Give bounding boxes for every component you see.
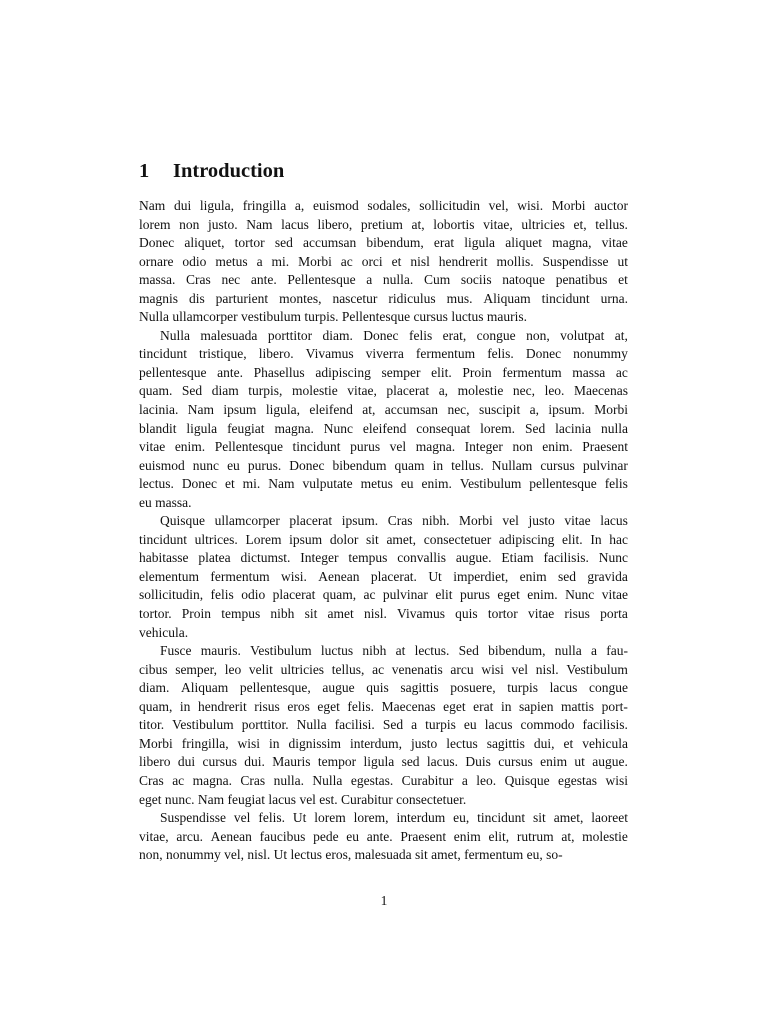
text-line: Quisque ullamcorper placerat ipsum. Cras nibh. Morbi vel justo vitae lacus <box>160 513 628 529</box>
section-heading <box>139 157 284 185</box>
text-line: diam. Aliquam pellentesque, augue quis sagittis posuere, turpis lacus congue <box>139 680 628 696</box>
text-line: euismod nunc eu purus. Donec bibendum quam in tellus. Nullam cursus pulvinar <box>139 457 628 473</box>
text-line: Cras ac magna. Cras nulla. Nulla egestas. Curabitur a leo. Quisque egestas wisi <box>139 772 628 788</box>
text-line: ornare odio metus a mi. Morbi ac orci et nisl hendrerit mollis. Suspendisse ut <box>139 253 628 269</box>
text-line: Nam dui ligula, fringilla a, euismod sodales, sollicitudin vel, wisi. Morbi auctor <box>139 198 628 213</box>
text-line: libero dui cursus dui. Mauris tempor ligula sed lacus. Duis cursus enim ut augue. <box>139 754 628 770</box>
text-line: eu massa. <box>139 494 192 510</box>
text-line: pellentesque ante. Phasellus adipiscing semper elit. Proin fermentum massa ac <box>139 364 628 380</box>
paragraph <box>139 197 628 327</box>
text-line: lacinia. Nam ipsum ligula, eleifend at, accumsan nec, suscipit a, ipsum. Morbi <box>139 402 628 418</box>
text-line: quam. Sed diam turpis, molestie vitae, placerat a, molestie nec, leo. Maecenas <box>139 383 628 399</box>
text-line: habitasse platea dictumst. Integer tempus convallis augue. Etiam facilisis. Nunc <box>139 550 628 566</box>
text-line: lectus. Donec et mi. Nam vulputate metus eu enim. Vestibulum pellentesque felis <box>139 476 628 492</box>
text-line: Donec aliquet, tortor sed accumsan bibendum, erat ligula aliquet magna, vitae <box>139 235 628 251</box>
paragraph <box>139 512 628 642</box>
text-line: Nulla malesuada porttitor diam. Donec felis erat, congue non, volutpat at, <box>160 327 628 343</box>
text-line: Fusce mauris. Vestibulum luctus nibh at lectus. Sed bibendum, nulla a fau- <box>160 643 628 659</box>
text-line: quam, in hendrerit risus eros eget felis. Maecenas eget erat in sapien mattis port- <box>139 698 628 714</box>
text-line: titor. Vestibulum porttitor. Nulla facilisi. Sed a turpis eu lacus commodo facilisis. <box>139 717 628 733</box>
body-text <box>139 197 628 865</box>
text-line: non, nonummy vel, nisl. Ut lectus eros, malesuada sit amet, fermentum eu, so- <box>139 847 563 863</box>
text-line: magnis dis parturient montes, nascetur ridiculus mus. Aliquam tincidunt urna. <box>139 290 628 306</box>
text-line: tortor. Proin tempus nibh sit amet nisl. Vivamus quis tortor vitae risus porta <box>139 606 628 622</box>
text-line: elementum fermentum wisi. Aenean placerat. Ut imperdiet, enim sed gravida <box>139 568 628 584</box>
text-line: lorem non justo. Nam lacus libero, pretium at, lobortis vitae, ultricies et, tellus. <box>139 216 628 232</box>
text-line: vitae enim. Pellentesque tincidunt purus vel magna. Integer non enim. Praesent <box>139 439 628 455</box>
text-line: Nulla ullamcorper vestibulum turpis. Pellentesque cursus luctus mauris. <box>139 309 528 325</box>
text-line: vitae, arcu. Aenean faucibus pede eu ante. Praesent enim elit, rutrum at, molestie <box>139 828 628 844</box>
text-line: vehicula. <box>139 624 189 640</box>
page-number: 1 <box>380 893 388 908</box>
section-number: 1 <box>139 160 150 182</box>
text-line: tincidunt ultrices. Lorem ipsum dolor sit amet, consectetuer adipiscing elit. In hac <box>139 531 628 547</box>
text-line: Morbi fringilla, wisi in dignissim interdum, justo lectus sagittis dui, et vehicula <box>139 735 628 751</box>
paragraph <box>139 327 628 512</box>
text-line: tincidunt tristique, libero. Vivamus viverra fermentum felis. Donec nonummy <box>139 346 628 362</box>
text-line: sollicitudin, felis odio placerat quam, ac pulvinar elit purus eget enim. Nunc vitae <box>139 587 628 603</box>
text-line: cibus semper, leo velit ultricies tellus, ac venenatis arcu wisi vel nisl. Vestibulum <box>139 661 628 677</box>
text-line: Suspendisse vel felis. Ut lorem lorem, interdum eu, tincidunt sit amet, laoreet <box>160 810 628 826</box>
paragraph <box>139 642 628 809</box>
text-line: eget nunc. Nam feugiat lacus vel est. Curabitur consectetuer. <box>139 791 467 807</box>
text-line: massa. Cras nec ante. Pellentesque a nulla. Cum sociis natoque penatibus et <box>139 272 628 288</box>
text-line: blandit ligula feugiat magna. Nunc eleifend consequat lorem. Sed lacinia nulla <box>139 420 628 436</box>
paragraph <box>139 809 628 865</box>
section-title: Introduction <box>173 160 285 182</box>
